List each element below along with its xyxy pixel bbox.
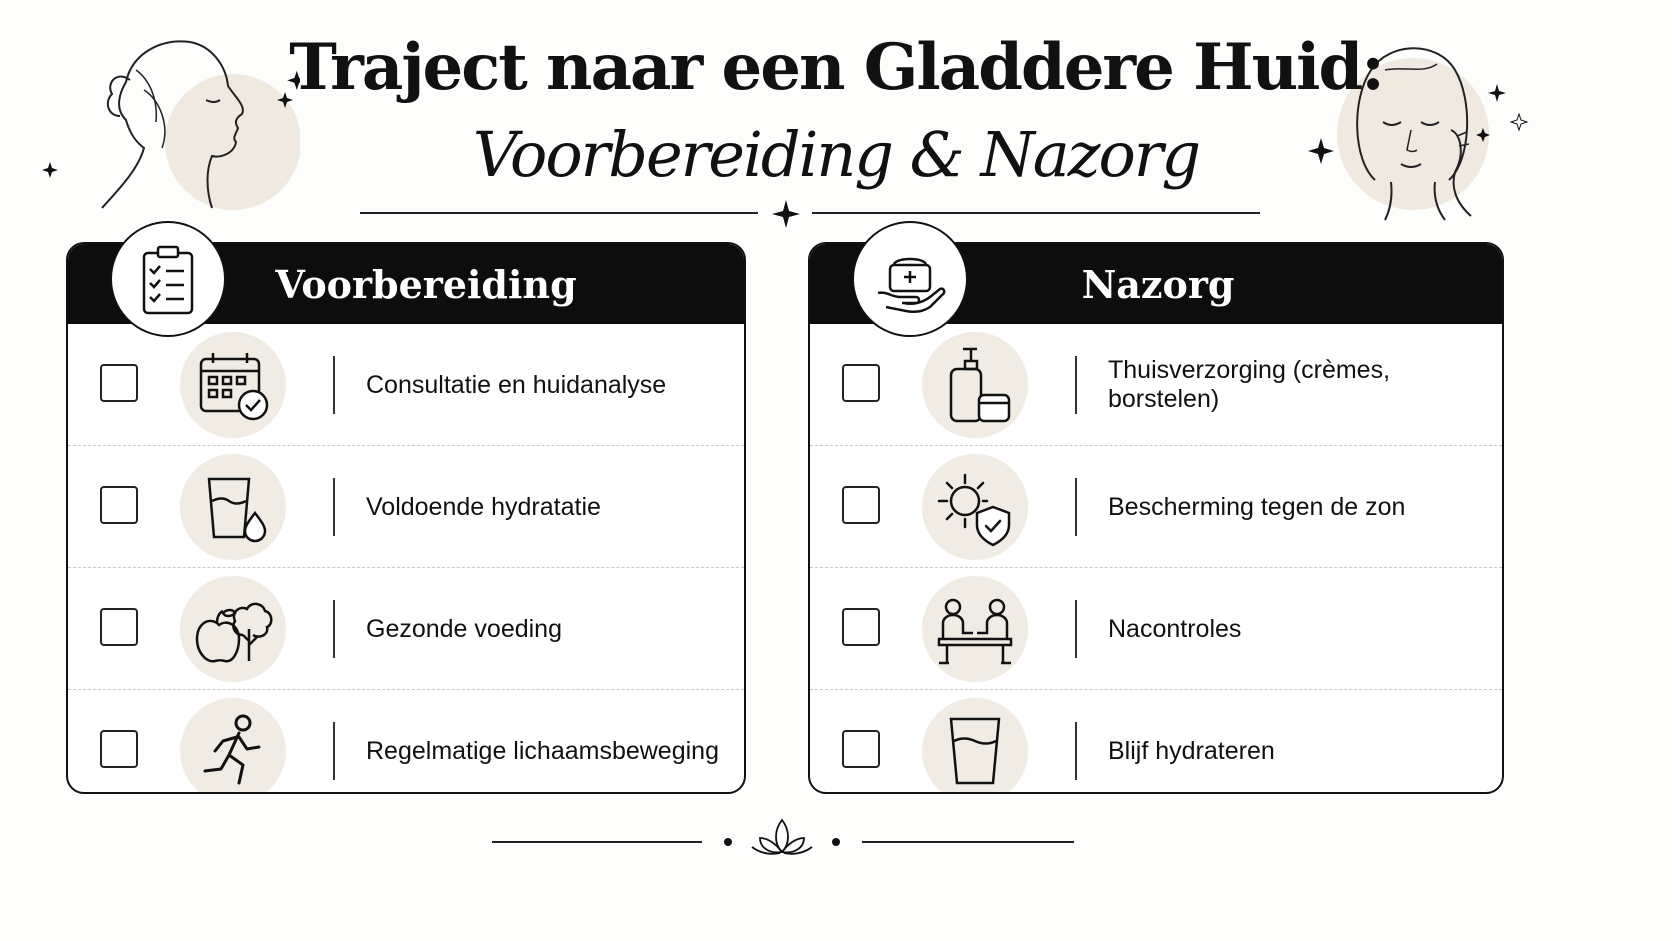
title-divider-right — [812, 212, 1260, 214]
item-label: Bescherming tegen de zon — [1108, 492, 1406, 521]
water-glass-icon — [922, 698, 1028, 794]
water-glass-drop-icon — [180, 454, 286, 560]
item-label: Consultatie en huidanalyse — [366, 370, 667, 399]
checklist-row — [810, 690, 1502, 794]
checklist-row — [68, 446, 744, 568]
row-separator — [1075, 600, 1077, 658]
checkbox-stay-hydrated[interactable] — [842, 730, 880, 768]
checkbox-sun-protection[interactable] — [842, 486, 880, 524]
aftercare-panel-title: Nazorg — [1081, 261, 1235, 307]
calendar-check-icon — [180, 332, 286, 438]
footer-dot-icon — [832, 838, 840, 846]
title-divider-left — [360, 212, 758, 214]
sun-shield-icon — [922, 454, 1028, 560]
row-separator — [333, 722, 335, 780]
row-separator — [1075, 356, 1077, 414]
footer-divider-right — [862, 841, 1074, 843]
pump-bottle-jar-icon — [922, 332, 1028, 438]
row-separator — [333, 478, 335, 536]
row-separator — [333, 600, 335, 658]
item-label: Voldoende hydratatie — [366, 492, 601, 521]
footer-divider-left — [492, 841, 702, 843]
item-label: Nacontroles — [1108, 614, 1242, 643]
checklist-row — [68, 324, 744, 446]
item-label: Blijf hydrateren — [1108, 736, 1275, 765]
checklist-row — [810, 324, 1502, 446]
checklist-row — [68, 690, 744, 794]
row-separator — [1075, 722, 1077, 780]
checkbox-home-care[interactable] — [842, 364, 880, 402]
cream-jar-hand-icon — [852, 221, 968, 337]
item-label: Gezonde voeding — [366, 614, 562, 643]
checkbox-follow-ups[interactable] — [842, 608, 880, 646]
row-separator — [333, 356, 335, 414]
preparation-panel-title: Voorbereiding — [275, 261, 577, 307]
running-person-icon — [180, 698, 286, 794]
consultation-table-icon — [922, 576, 1028, 682]
row-separator — [1075, 478, 1077, 536]
page-subtitle: Voorbereiding & Nazorg — [472, 118, 1200, 191]
item-label: Thuisverzorging (crèmes, borstelen) — [1108, 356, 1391, 413]
checkbox-hydration[interactable] — [100, 486, 138, 524]
divider-star-icon — [772, 200, 800, 228]
apple-broccoli-icon — [180, 576, 286, 682]
checklist-row — [68, 568, 744, 690]
footer-dot-icon — [724, 838, 732, 846]
checklist-row — [810, 568, 1502, 690]
clipboard-checklist-icon — [110, 221, 226, 337]
page-title: Traject naar een Gladdere Huid: — [289, 30, 1383, 105]
checkbox-nutrition[interactable] — [100, 608, 138, 646]
checklist-row — [810, 446, 1502, 568]
checkbox-consultation[interactable] — [100, 364, 138, 402]
item-label: Regelmatige lichaamsbeweging — [366, 736, 719, 765]
lotus-icon — [750, 816, 814, 858]
checkbox-exercise[interactable] — [100, 730, 138, 768]
